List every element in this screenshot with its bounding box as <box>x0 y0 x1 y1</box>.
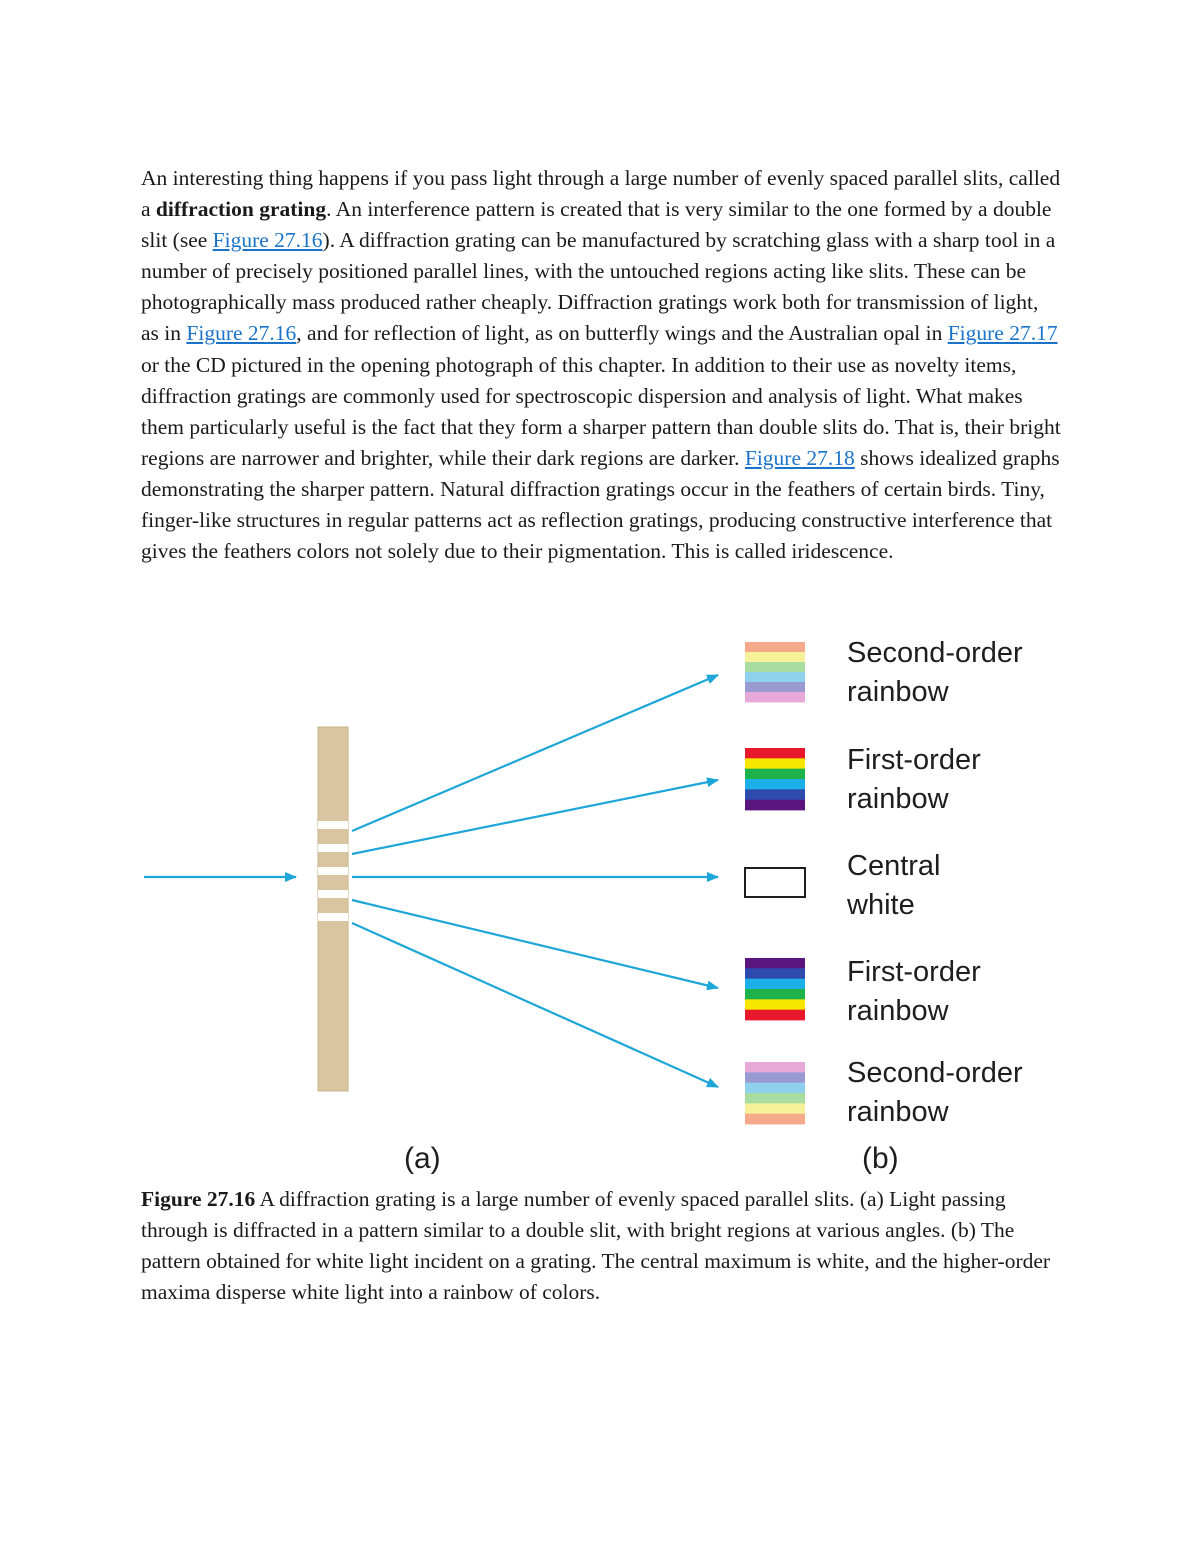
color-band <box>745 1114 805 1125</box>
label-central-white: Central white <box>847 850 941 921</box>
color-band <box>745 989 805 1000</box>
second-order-swatch-top <box>745 642 805 702</box>
caption-text: A diffraction grating is a large number of evenly spaced parallel slits. (a) Light passing through is diffracted in a pattern similar to a double slit, with bright regions at various angles. (b) The pattern obtained for white light incident on a grating. The central maximum is white, and the higher-order maxima disperse white light into a rainbow of colors. <box>141 1187 1051 1305</box>
color-band <box>745 748 805 759</box>
color-band <box>745 662 805 672</box>
color-band <box>745 652 805 662</box>
first-order-ray-bottom <box>352 900 718 988</box>
figure-link-27-18[interactable]: Figure 27.18 <box>744 445 855 470</box>
color-band <box>745 958 805 969</box>
color-band <box>745 758 805 769</box>
term-diffraction-grating: diffraction grating <box>155 197 327 222</box>
first-order-swatch-bottom <box>745 958 805 1020</box>
label-second-order-bottom: Second-order rainbow <box>847 1057 1023 1128</box>
color-band <box>745 1010 805 1021</box>
slit <box>318 821 348 829</box>
color-band <box>745 682 805 692</box>
color-band <box>745 1103 805 1114</box>
color-band <box>745 1093 805 1104</box>
figure-link-27-16[interactable]: Figure 27.16 <box>186 321 297 346</box>
color-band <box>745 672 805 682</box>
panel-label-a: (a) <box>404 1142 441 1175</box>
color-band <box>745 800 805 811</box>
label-second-order-top: Second-order rainbow <box>847 637 1023 708</box>
color-band <box>745 1072 805 1083</box>
first-order-ray-top <box>352 780 718 854</box>
figure-diffraction-grating <box>120 630 1080 1185</box>
slit <box>318 867 348 875</box>
first-order-swatch-top <box>745 748 805 810</box>
figure-caption <box>141 1184 1061 1308</box>
color-band <box>745 968 805 979</box>
figure-link-27-16[interactable]: Figure 27.16 <box>212 228 323 253</box>
caption-label: Figure 27.16 <box>141 1187 256 1211</box>
color-band <box>745 692 805 702</box>
color-band <box>745 769 805 780</box>
label-first-order-top: First-order rainbow <box>847 744 981 815</box>
paragraph-text: shows idealized graphs demonstrating the sharper pattern. Natural diffraction gratings occur in the feathers of certain birds. Tiny, finger-like structures in regular patterns act as reflection gratings, producing constructive interference that gives the feathers colors not solely due to their pigmentation. This is called iridescence. <box>141 445 1060 564</box>
second-order-ray-bottom <box>352 923 718 1087</box>
panel-label-b: (b) <box>862 1142 899 1175</box>
second-order-swatch-bottom <box>745 1062 805 1124</box>
paragraph-text: , and for reflection of light, as on butterfly wings and the Australian opal in <box>296 321 948 346</box>
color-band <box>745 642 805 652</box>
second-order-ray-top <box>352 675 718 831</box>
paragraph-text: or the CD pictured in the opening photograph of this chapter. In addition to their use as novelty items, diffraction gratings are commonly used for spectroscopic dispersion and analysis of light. What makes them particularly useful is the fact that they form a sharper pattern than double slits do. That is, their bright regions are narrower and brighter, while their dark regions are darker. <box>141 352 1061 470</box>
slit <box>318 844 348 852</box>
color-band <box>745 779 805 790</box>
color-band <box>745 999 805 1010</box>
grating-bar <box>318 727 348 1091</box>
color-band <box>745 789 805 800</box>
body-paragraph <box>141 163 1061 567</box>
slit <box>318 913 348 921</box>
label-first-order-bottom: First-order rainbow <box>847 956 981 1027</box>
color-band <box>745 979 805 990</box>
central-white-swatch <box>745 868 805 897</box>
color-band <box>745 1062 805 1073</box>
slit <box>318 890 348 898</box>
paragraph-text: ). A diffraction grating can be manufactured by scratching glass with a sharp tool in a number of precisely positioned parallel lines, with the untouched regions acting like slits. These can be photographically mass produced rather cheaply. Diffraction gratings work both for transmission of light, as in <box>141 228 1056 346</box>
paragraph-text: An interesting thing happens if you pass light through a large number of evenly spaced parallel slits, called a <box>141 166 1061 222</box>
paragraph-text: . An interference pattern is created that is very similar to the one formed by a double slit (see <box>141 197 1052 253</box>
color-band <box>745 1083 805 1094</box>
figure-link-27-17[interactable]: Figure 27.17 <box>947 321 1058 346</box>
